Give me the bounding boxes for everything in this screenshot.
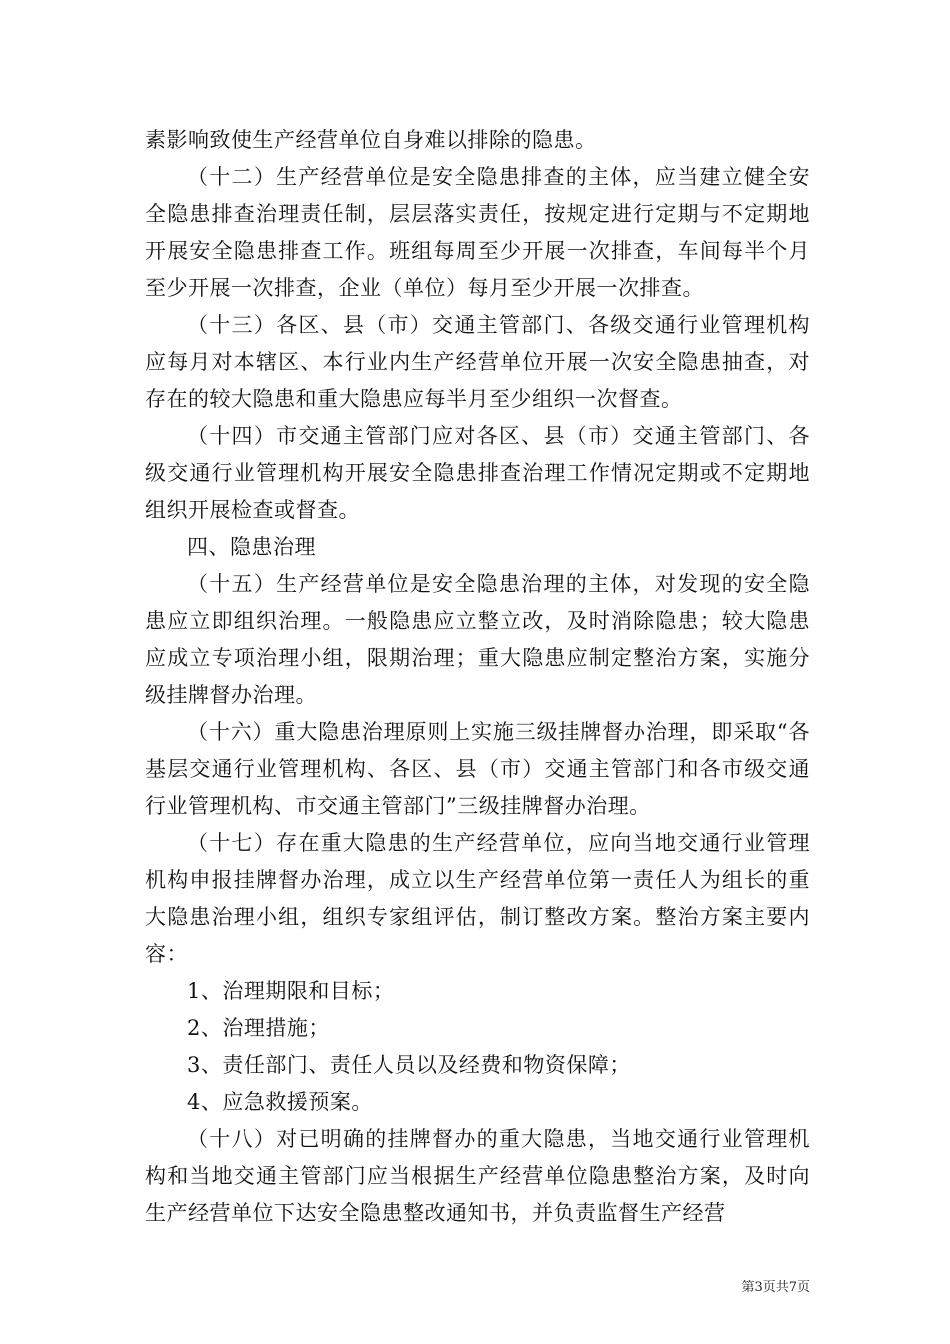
list-item-2: 2、治理措施； xyxy=(187,1016,330,1040)
paragraph-item-13: （十三）各区、县（市）交通主管部门、各级交通行业管理机构应每月对本辖区、本行业内生产经营单位开展一次安全隐患抽查，对存在的较大隐患和重大隐患应每半月至少组织一次督查。 xyxy=(145,313,810,411)
paragraph-item-18: （十八）对已明确的挂牌督办的重大隐患，当地交通行业管理机构和当地交通主管部门应当根据生产经营单位隐患整治方案，及时向生产经营单位下达安全隐患整改通知书，并负责监督生产经营 xyxy=(145,1127,810,1225)
section-heading-hazard-governance: 四、隐患治理 xyxy=(187,535,316,559)
paragraph-item-12: （十二）生产经营单位是安全隐患排查的主体，应当建立健全安全隐患排查治理责任制，层层落实责任，按规定进行定期与不定期地开展安全隐患排查工作。班组每周至少开展一次排查，车间每半个月至少开展一次排查，企业（单位）每月至少开展一次排查。 xyxy=(145,165,810,300)
paragraph-continuation: 素影响致使生产经营单位自身难以排除的隐患。 xyxy=(145,128,597,152)
document-body xyxy=(145,122,810,1232)
page-number-footer: 第3页共7页 xyxy=(741,1280,810,1295)
paragraph-item-14: （十四）市交通主管部门应对各区、县（市）交通主管部门、各级交通行业管理机构开展安全隐患排查治理工作情况定期或不定期地组织开展检查或督查。 xyxy=(145,424,810,522)
list-item-1: 1、治理期限和目标； xyxy=(187,979,395,1003)
paragraph-item-17: （十七）存在重大隐患的生产经营单位，应向当地交通行业管理机构申报挂牌督办治理，成立以生产经营单位第一责任人为组长的重大隐患治理小组，组织专家组评估，制订整改方案。整治方案主要内容： xyxy=(145,831,810,966)
paragraph-item-15: （十五）生产经营单位是安全隐患治理的主体，对发现的安全隐患应立即组织治理。一般隐患应立整立改，及时消除隐患；较大隐患应成立专项治理小组，限期治理；重大隐患应制定整治方案，实施分级挂牌督办治理。 xyxy=(145,572,810,707)
list-item-3: 3、责任部门、责任人员以及经费和物资保障； xyxy=(187,1053,631,1077)
paragraph-item-16: （十六）重大隐患治理原则上实施三级挂牌督办治理，即采取“各基层交通行业管理机构、各区、县（市）交通主管部门和各市级交通行业管理机构、市交通主管部门”三级挂牌督办治理。 xyxy=(145,720,810,818)
list-item-4: 4、应急救援预案。 xyxy=(187,1090,373,1114)
